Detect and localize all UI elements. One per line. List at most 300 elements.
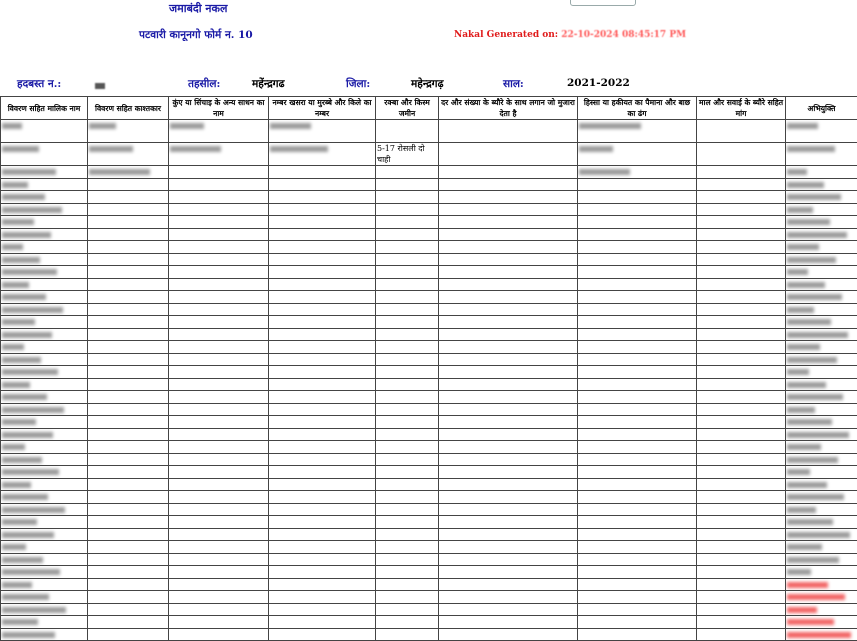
table-cell	[697, 478, 786, 491]
table-cell	[786, 366, 857, 379]
table-cell	[88, 253, 169, 266]
table-cell	[439, 266, 578, 279]
table-cell	[88, 391, 169, 404]
table-cell	[376, 578, 439, 591]
table-cell	[439, 478, 578, 491]
table-cell	[1, 353, 88, 366]
table-cell	[786, 278, 857, 291]
table-cell	[786, 591, 857, 604]
page-title: जमाबंदी नकल	[169, 2, 228, 15]
table-cell	[169, 303, 269, 316]
table-cell	[269, 441, 376, 454]
table-cell	[88, 566, 169, 579]
table-cell	[786, 241, 857, 254]
table-cell	[439, 178, 578, 191]
table-cell	[578, 341, 697, 354]
table-cell	[578, 453, 697, 466]
table-row	[1, 378, 857, 391]
table-cell	[697, 143, 786, 166]
table-row	[1, 541, 857, 554]
table-cell	[578, 566, 697, 579]
table-cell	[697, 528, 786, 541]
table-cell	[697, 466, 786, 479]
table-cell	[786, 541, 857, 554]
table-cell	[439, 616, 578, 629]
table-cell	[786, 391, 857, 404]
table-cell	[697, 216, 786, 229]
table-row	[1, 578, 857, 591]
table-cell	[578, 291, 697, 304]
table-cell	[269, 453, 376, 466]
table-row	[1, 278, 857, 291]
tehsil-field	[188, 77, 220, 91]
table-cell	[578, 216, 697, 229]
table-cell	[697, 253, 786, 266]
table-cell	[578, 416, 697, 429]
table-cell	[697, 416, 786, 429]
table-cell	[88, 353, 169, 366]
table-cell	[578, 278, 697, 291]
table-cell	[697, 328, 786, 341]
table-cell	[88, 203, 169, 216]
table-cell	[786, 453, 857, 466]
table-cell	[1, 228, 88, 241]
table-cell	[169, 528, 269, 541]
table-cell	[697, 503, 786, 516]
col-well: कुंए या सिंचाइ के अन्य साधन का नाम	[169, 97, 269, 120]
table-cell	[578, 253, 697, 266]
table-cell	[88, 541, 169, 554]
table-cell	[578, 403, 697, 416]
form-title: पटवारी कानूनगो फोर्म न. 10	[139, 29, 253, 41]
table-cell	[169, 603, 269, 616]
table-cell	[269, 491, 376, 504]
table-cell	[786, 341, 857, 354]
table-cell	[269, 341, 376, 354]
table-cell	[269, 403, 376, 416]
table-cell	[169, 628, 269, 641]
table-cell	[439, 578, 578, 591]
table-cell	[169, 341, 269, 354]
table-cell	[697, 178, 786, 191]
jamabandi-table	[0, 96, 857, 641]
table-cell	[697, 391, 786, 404]
table-cell	[786, 120, 857, 143]
table-cell	[1, 143, 88, 166]
table-row	[1, 191, 857, 204]
table-cell	[269, 616, 376, 629]
table-cell	[376, 216, 439, 229]
table-cell	[697, 378, 786, 391]
table-cell	[88, 241, 169, 254]
table-cell	[1, 266, 88, 279]
table-row	[1, 491, 857, 504]
table-cell	[169, 428, 269, 441]
table-cell	[269, 191, 376, 204]
table-cell	[88, 166, 169, 179]
table-cell	[1, 253, 88, 266]
col-area: रक्बा और किस्म जमीन	[376, 97, 439, 120]
table-cell	[786, 166, 857, 179]
table-cell	[439, 120, 578, 143]
table-row	[1, 528, 857, 541]
table-cell	[376, 441, 439, 454]
table-cell	[376, 303, 439, 316]
table-cell	[376, 253, 439, 266]
nakal-value: 22-10-2024 08:45:17 PM	[561, 30, 687, 40]
table-cell	[786, 466, 857, 479]
table-cell	[1, 120, 88, 143]
nakal-generated	[454, 30, 686, 40]
table-cell	[439, 603, 578, 616]
table-cell	[786, 491, 857, 504]
table-cell	[697, 291, 786, 304]
table-cell	[1, 341, 88, 354]
table-cell	[578, 266, 697, 279]
table-cell	[169, 453, 269, 466]
saal-field	[503, 77, 524, 91]
table-cell	[376, 616, 439, 629]
table-cell	[376, 516, 439, 529]
table-cell	[786, 303, 857, 316]
table-cell	[439, 341, 578, 354]
table-cell	[578, 603, 697, 616]
table-cell	[786, 503, 857, 516]
table-cell	[697, 491, 786, 504]
table-cell	[1, 203, 88, 216]
saal-value: 2021-2022	[567, 77, 630, 89]
table-cell	[269, 466, 376, 479]
table-cell	[169, 591, 269, 604]
table-row	[1, 516, 857, 529]
table-cell	[88, 178, 169, 191]
table-cell	[1, 416, 88, 429]
table-cell	[169, 166, 269, 179]
table-cell	[439, 203, 578, 216]
table-cell	[169, 378, 269, 391]
table-cell	[88, 503, 169, 516]
table-cell	[697, 566, 786, 579]
table-cell	[1, 428, 88, 441]
table-cell	[376, 291, 439, 304]
table-row	[1, 203, 857, 216]
table-cell	[786, 266, 857, 279]
table-cell	[88, 528, 169, 541]
table-cell	[578, 366, 697, 379]
table-cell	[439, 566, 578, 579]
table-row	[1, 291, 857, 304]
table-cell	[88, 366, 169, 379]
table-cell	[169, 191, 269, 204]
table-cell	[578, 353, 697, 366]
table-cell	[439, 353, 578, 366]
table-cell	[786, 403, 857, 416]
table-cell	[269, 578, 376, 591]
table-cell	[1, 403, 88, 416]
table-cell	[269, 628, 376, 641]
table-cell	[1, 278, 88, 291]
table-cell	[88, 216, 169, 229]
table-cell	[376, 203, 439, 216]
table-cell	[169, 120, 269, 143]
table-cell	[786, 566, 857, 579]
table-cell	[1, 378, 88, 391]
table-cell	[578, 178, 697, 191]
table-cell	[88, 428, 169, 441]
table-cell	[169, 328, 269, 341]
table-cell	[786, 478, 857, 491]
tehsil-value: महेंन्द्रगढ	[252, 78, 285, 90]
table-cell	[697, 541, 786, 554]
table-cell	[376, 453, 439, 466]
hadbast-value-redacted	[95, 80, 105, 92]
table-cell	[578, 578, 697, 591]
table-cell	[697, 366, 786, 379]
table-cell	[376, 143, 439, 166]
table-cell	[439, 416, 578, 429]
table-row	[1, 316, 857, 329]
table-row	[1, 591, 857, 604]
table-cell	[439, 528, 578, 541]
table-cell	[376, 553, 439, 566]
table-cell	[578, 628, 697, 641]
table-row	[1, 328, 857, 341]
table-row	[1, 428, 857, 441]
table-cell	[376, 566, 439, 579]
table-cell	[269, 291, 376, 304]
table-cell	[169, 241, 269, 254]
table-cell	[1, 566, 88, 579]
table-cell	[439, 453, 578, 466]
table-cell	[697, 428, 786, 441]
table-cell	[88, 466, 169, 479]
table-cell	[697, 316, 786, 329]
table-cell	[169, 566, 269, 579]
table-cell	[169, 503, 269, 516]
table-cell	[376, 120, 439, 143]
saal-label: साल:	[503, 78, 524, 90]
table-cell	[269, 278, 376, 291]
table-cell	[376, 166, 439, 179]
table-cell	[786, 353, 857, 366]
table-cell	[786, 291, 857, 304]
table-cell	[786, 228, 857, 241]
table-cell	[439, 516, 578, 529]
table-cell	[1, 541, 88, 554]
table-cell	[269, 378, 376, 391]
table-row	[1, 341, 857, 354]
table-cell	[578, 303, 697, 316]
table-cell	[1, 366, 88, 379]
table-cell	[88, 266, 169, 279]
table-row	[1, 120, 857, 143]
col-share: हिस्सा या हकीयत का पैमाना और बाछ का ढंग	[578, 97, 697, 120]
table-cell	[169, 266, 269, 279]
table-cell	[88, 553, 169, 566]
table-row	[1, 603, 857, 616]
table-cell	[169, 553, 269, 566]
table-cell	[439, 291, 578, 304]
table-cell	[697, 553, 786, 566]
top-partial-field	[570, 0, 636, 6]
table-cell	[1, 616, 88, 629]
table-cell	[88, 453, 169, 466]
table-cell	[786, 416, 857, 429]
table-row	[1, 403, 857, 416]
table-cell	[269, 328, 376, 341]
table-cell	[439, 253, 578, 266]
table-cell	[376, 503, 439, 516]
table-cell	[269, 478, 376, 491]
table-row	[1, 228, 857, 241]
table-cell	[88, 478, 169, 491]
hadbast-field	[17, 77, 61, 91]
table-cell	[1, 466, 88, 479]
table-cell	[169, 353, 269, 366]
table-cell	[376, 328, 439, 341]
table-cell	[376, 341, 439, 354]
table-cell	[439, 466, 578, 479]
table-cell	[578, 166, 697, 179]
table-cell	[439, 628, 578, 641]
table-cell	[1, 453, 88, 466]
table-cell	[169, 178, 269, 191]
table-cell	[1, 316, 88, 329]
table-header-row	[1, 97, 857, 120]
table-cell	[88, 143, 169, 166]
table-cell	[697, 578, 786, 591]
table-cell	[578, 203, 697, 216]
table-cell	[376, 316, 439, 329]
col-owner: विवरण सहित मालिक नाम	[1, 97, 88, 120]
table-cell	[578, 491, 697, 504]
area-value: 5-17 रोसली दो चाही	[377, 144, 425, 164]
table-cell	[786, 628, 857, 641]
table-cell	[269, 366, 376, 379]
table-cell	[169, 291, 269, 304]
table-cell	[376, 541, 439, 554]
table-cell	[1, 478, 88, 491]
table-cell	[376, 591, 439, 604]
table-cell	[376, 366, 439, 379]
table-cell	[169, 578, 269, 591]
table-cell	[169, 228, 269, 241]
table-cell	[578, 391, 697, 404]
table-cell	[376, 278, 439, 291]
table-cell	[786, 143, 857, 166]
table-cell	[269, 253, 376, 266]
table-cell	[1, 503, 88, 516]
table-cell	[786, 528, 857, 541]
table-cell	[697, 278, 786, 291]
table-row	[1, 253, 857, 266]
table-row	[1, 143, 857, 166]
table-cell	[88, 603, 169, 616]
table-cell	[439, 278, 578, 291]
table-cell	[578, 528, 697, 541]
table-cell	[786, 191, 857, 204]
table-cell	[376, 403, 439, 416]
table-cell	[578, 428, 697, 441]
table-row	[1, 353, 857, 366]
table-cell	[786, 316, 857, 329]
table-cell	[439, 503, 578, 516]
table-cell	[169, 478, 269, 491]
table-cell	[88, 228, 169, 241]
table-cell	[578, 591, 697, 604]
table-row	[1, 453, 857, 466]
table-cell	[439, 441, 578, 454]
table-cell	[169, 441, 269, 454]
table-cell	[269, 516, 376, 529]
table-cell	[88, 291, 169, 304]
table-cell	[1, 553, 88, 566]
table-cell	[169, 391, 269, 404]
table-cell	[697, 628, 786, 641]
table-cell	[1, 528, 88, 541]
table-cell	[578, 120, 697, 143]
table-cell	[578, 553, 697, 566]
table-cell	[578, 616, 697, 629]
table-row	[1, 566, 857, 579]
table-row	[1, 466, 857, 479]
table-cell	[88, 441, 169, 454]
table-cell	[88, 278, 169, 291]
table-cell	[1, 391, 88, 404]
table-cell	[1, 578, 88, 591]
table-cell	[376, 228, 439, 241]
table-cell	[786, 378, 857, 391]
table-cell	[439, 591, 578, 604]
tehsil-label: तहसील:	[188, 78, 221, 90]
table-cell	[439, 166, 578, 179]
table-cell	[578, 241, 697, 254]
table-cell	[439, 303, 578, 316]
table-cell	[786, 441, 857, 454]
table-cell	[169, 541, 269, 554]
table-cell	[269, 541, 376, 554]
table-cell	[88, 591, 169, 604]
table-cell	[169, 143, 269, 166]
table-cell	[578, 466, 697, 479]
table-cell	[697, 241, 786, 254]
table-cell	[439, 553, 578, 566]
table-cell	[697, 516, 786, 529]
hadbast-label: हदबस्त न.:	[17, 78, 62, 90]
table-cell	[578, 516, 697, 529]
table-cell	[169, 366, 269, 379]
table-cell	[269, 503, 376, 516]
table-cell	[269, 143, 376, 166]
table-cell	[376, 428, 439, 441]
table-cell	[1, 328, 88, 341]
table-cell	[169, 416, 269, 429]
table-cell	[169, 203, 269, 216]
table-row	[1, 503, 857, 516]
table-cell	[578, 503, 697, 516]
table-cell	[269, 316, 376, 329]
table-cell	[786, 516, 857, 529]
table-cell	[376, 178, 439, 191]
table-cell	[578, 191, 697, 204]
table-row	[1, 616, 857, 629]
table-cell	[269, 228, 376, 241]
table-cell	[169, 403, 269, 416]
table-cell	[1, 216, 88, 229]
table-cell	[88, 491, 169, 504]
table-row	[1, 416, 857, 429]
table-cell	[786, 603, 857, 616]
